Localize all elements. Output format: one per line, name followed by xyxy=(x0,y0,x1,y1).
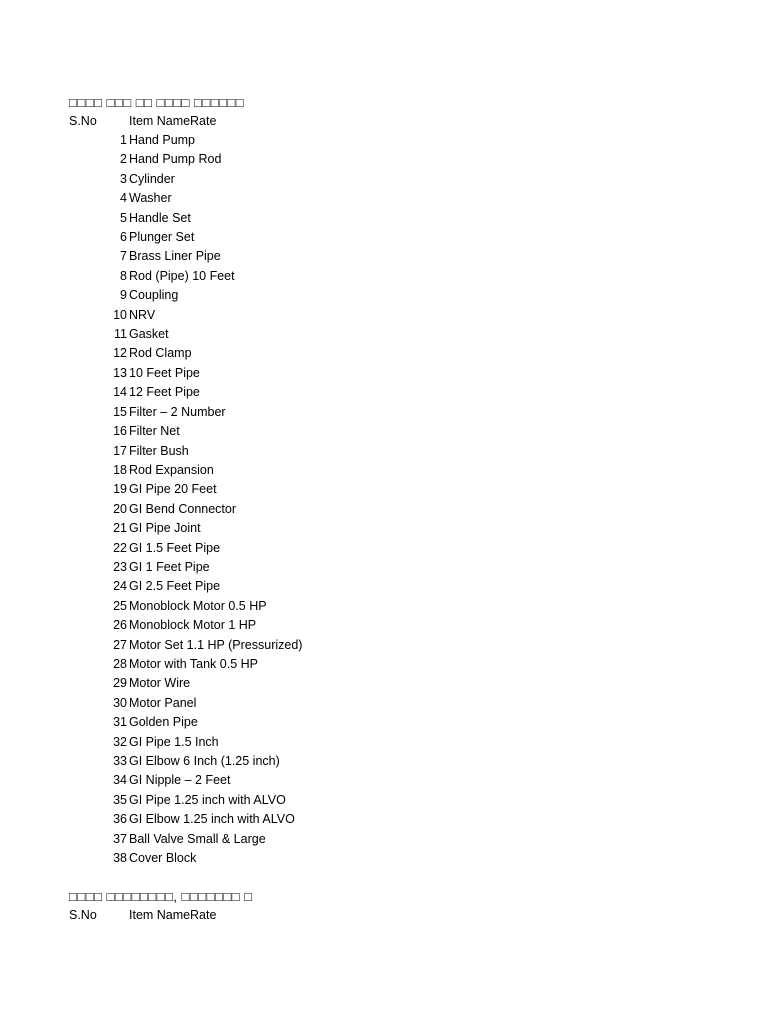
list-item xyxy=(69,597,709,616)
item-number: 38 xyxy=(113,851,127,866)
list-item xyxy=(69,636,709,655)
list-item xyxy=(69,577,709,596)
list-item xyxy=(69,500,709,519)
item-name: GI Pipe 1.25 inch with ALVO xyxy=(129,792,286,807)
item-number: 32 xyxy=(113,734,127,749)
item-number: 3 xyxy=(120,171,127,186)
item-number: 9 xyxy=(120,288,127,303)
list-item xyxy=(69,461,709,480)
item-list xyxy=(69,131,709,868)
list-item xyxy=(69,306,709,325)
item-number: 18 xyxy=(113,462,127,477)
list-item xyxy=(69,733,709,752)
list-item xyxy=(69,849,709,868)
item-number: 4 xyxy=(120,191,127,206)
list-item xyxy=(69,558,709,577)
list-item xyxy=(69,674,709,693)
list-item xyxy=(69,344,709,363)
item-name: Rod Clamp xyxy=(129,346,192,361)
item-name: GI Elbow 1.25 inch with ALVO xyxy=(129,812,295,827)
list-item xyxy=(69,170,709,189)
list-item xyxy=(69,364,709,383)
item-name: Hand Pump Rod xyxy=(129,152,222,167)
list-item xyxy=(69,694,709,713)
list-item xyxy=(69,791,709,810)
list-item xyxy=(69,267,709,286)
item-number: 13 xyxy=(113,365,127,380)
item-name: Motor Wire xyxy=(129,676,191,691)
list-item xyxy=(69,713,709,732)
list-item xyxy=(69,752,709,771)
header-sno: S.No xyxy=(69,114,97,128)
item-name: Hand Pump xyxy=(129,133,196,147)
item-name: Motor Set 1.1 HP (Pressurized) xyxy=(129,637,303,652)
item-number: 2 xyxy=(120,152,127,167)
list-item xyxy=(69,247,709,266)
item-number: 11 xyxy=(114,327,127,342)
item-number: 29 xyxy=(113,676,127,691)
item-name: Plunger Set xyxy=(129,230,195,245)
item-number: 27 xyxy=(113,637,127,652)
item-name: GI Nipple – 2 Feet xyxy=(129,773,231,788)
item-number: 25 xyxy=(113,598,127,613)
item-name: Gasket xyxy=(129,327,169,342)
item-number: 22 xyxy=(113,540,127,555)
item-name: Golden Pipe xyxy=(129,715,198,730)
item-name: Coupling xyxy=(129,288,179,303)
item-name: Rod (Pipe) 10 Feet xyxy=(129,268,235,283)
item-name: Monoblock Motor 0.5 HP xyxy=(129,598,267,613)
item-name: GI Pipe 20 Feet xyxy=(129,482,217,497)
item-number: 17 xyxy=(113,443,127,458)
item-name: Ball Valve Small & Large xyxy=(129,831,266,846)
item-number: 37 xyxy=(113,831,127,846)
item-number: 8 xyxy=(120,268,127,283)
item-number: 21 xyxy=(113,521,127,536)
item-name: NRV xyxy=(129,307,156,322)
rate-list-section-2 xyxy=(69,888,709,925)
list-item xyxy=(69,442,709,461)
list-item xyxy=(69,830,709,849)
list-item xyxy=(69,228,709,247)
table-header xyxy=(69,112,709,131)
item-name: Rod Expansion xyxy=(129,462,214,477)
list-item xyxy=(69,189,709,208)
item-name: GI Bend Connector xyxy=(129,501,237,516)
list-item xyxy=(69,383,709,402)
list-item xyxy=(69,771,709,790)
section-title: □□□□ □□□ □□ □□□□ □□□□□□ xyxy=(69,95,245,110)
list-item xyxy=(69,286,709,305)
list-item xyxy=(69,422,709,441)
table-header xyxy=(69,906,709,925)
list-item xyxy=(69,539,709,558)
list-item xyxy=(69,150,709,169)
item-name: GI 2.5 Feet Pipe xyxy=(129,579,221,594)
list-item xyxy=(69,209,709,228)
rate-list-section-1 xyxy=(69,94,709,868)
item-number: 16 xyxy=(113,424,127,439)
item-number: 15 xyxy=(113,404,127,419)
item-name: Filter – 2 Number xyxy=(129,404,226,419)
item-name: 10 Feet Pipe xyxy=(129,365,200,380)
item-name: Motor with Tank 0.5 HP xyxy=(129,656,258,671)
item-number: 26 xyxy=(113,618,127,633)
item-number: 19 xyxy=(113,482,127,497)
item-name: 12 Feet Pipe xyxy=(129,385,200,400)
item-name: GI Pipe Joint xyxy=(129,521,201,536)
item-name: Motor Panel xyxy=(129,695,197,710)
list-item xyxy=(69,131,709,150)
list-item xyxy=(69,403,709,422)
item-number: 10 xyxy=(113,307,127,322)
header-rate: Rate xyxy=(190,114,217,128)
section-title: □□□□ □□□□□□□□, □□□□□□□ □ xyxy=(69,889,253,904)
item-number: 36 xyxy=(113,812,127,827)
item-number: 31 xyxy=(113,715,127,730)
header-item-name: Item Name xyxy=(129,908,190,922)
list-item xyxy=(69,616,709,635)
item-number: 5 xyxy=(120,210,127,225)
item-name: Handle Set xyxy=(129,210,191,225)
header-sno: S.No xyxy=(69,908,97,922)
item-name: GI Elbow 6 Inch (1.25 inch) xyxy=(129,754,280,768)
item-number: 23 xyxy=(113,559,127,574)
item-name: Cover Block xyxy=(129,851,197,866)
header-item-name: Item Name xyxy=(129,114,190,128)
item-number: 6 xyxy=(120,230,127,245)
item-name: Brass Liner Pipe xyxy=(129,249,221,264)
item-number: 14 xyxy=(113,385,127,400)
list-item xyxy=(69,655,709,674)
item-name: GI Pipe 1.5 Inch xyxy=(129,734,219,749)
item-number: 34 xyxy=(113,773,127,788)
item-name: GI 1 Feet Pipe xyxy=(129,559,210,574)
item-name: Washer xyxy=(129,191,172,206)
list-item xyxy=(69,325,709,344)
item-name: Filter Bush xyxy=(129,443,189,458)
list-item xyxy=(69,810,709,829)
header-rate: Rate xyxy=(190,908,217,922)
item-number: 12 xyxy=(113,346,127,361)
item-number: 35 xyxy=(113,792,127,807)
list-item xyxy=(69,519,709,538)
item-number: 33 xyxy=(113,754,127,768)
item-name: GI 1.5 Feet Pipe xyxy=(129,540,221,555)
item-name: Cylinder xyxy=(129,171,175,186)
item-number: 20 xyxy=(113,501,127,516)
item-number: 1 xyxy=(120,133,127,147)
item-name: Monoblock Motor 1 HP xyxy=(129,618,257,633)
item-name: Filter Net xyxy=(129,424,180,439)
item-number: 7 xyxy=(120,249,127,264)
item-number: 28 xyxy=(113,656,127,671)
list-item xyxy=(69,480,709,499)
item-number: 30 xyxy=(113,695,127,710)
item-number: 24 xyxy=(113,579,127,594)
